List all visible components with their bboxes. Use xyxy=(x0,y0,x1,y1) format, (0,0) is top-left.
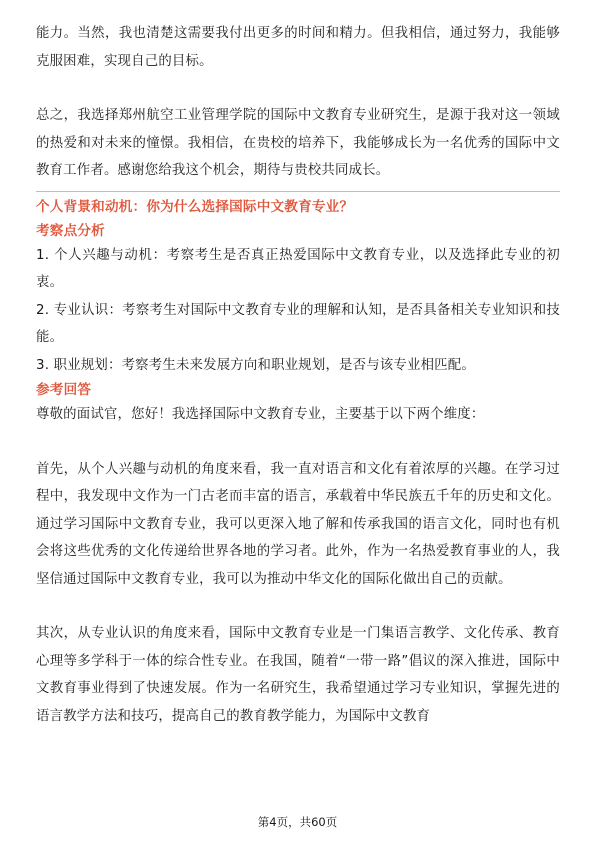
page-number: 第4页，共60页 xyxy=(257,815,338,829)
paragraph-gap xyxy=(36,75,560,102)
analysis-item: 2. 专业认识：考察考生对国际中文教育专业的理解和认知，是否具备相关专业知识和技能。 xyxy=(36,302,560,345)
analysis-item: 3. 职业规划：考察考生未来发展方向和职业规划，是否与该专业相匹配。 xyxy=(36,357,475,373)
paragraph-gap xyxy=(36,593,560,620)
answer-paragraph-3: 其次，从专业认识的角度来看，国际中文教育专业是一门集语言教学、文化传承、教育心理等多学科于一体的综合性专业。在我国，随着“一带一路”倡议的深入推进，国际中文教育事业得到了快速发展。作为一名研究生，我希望通过学习专业知识，掌握先进的语言教学方法和技巧，提高自己的教育教学能力，为国际中文教育 xyxy=(36,626,560,724)
answer-paragraph-1: 尊敬的面试官，您好！我选择国际中文教育专业，主要基于以下两个维度： xyxy=(36,407,485,422)
intro-paragraph-2: 总之，我选择郑州航空工业管理学院的国际中文教育专业研究生，是源于我对这一领域的热爱和对未来的憧憬。我相信，在贵校的培养下，我能够成长为一名优秀的国际中文教育工作者。感谢您给我这个机会，期待与贵校共同成长。 xyxy=(36,108,560,178)
intro-paragraph-1: 能力。当然，我也清楚这需要我付出更多的时间和精力。但我相信，通过努力，我能够克服困难，实现自己的目标。 xyxy=(36,26,560,69)
document-page xyxy=(36,20,560,730)
analysis-item: 1. 个人兴趣与动机：考察考生是否真正热爱国际中文教育专业，以及选择此专业的初衷。 xyxy=(36,247,560,290)
paragraph-gap xyxy=(36,429,560,456)
question-title: 个人背景和动机：你为什么选择国际中文教育专业？ xyxy=(36,198,354,215)
section-divider xyxy=(36,191,560,192)
answer-paragraph-2: 首先，从个人兴趣与动机的角度来看，我一直对语言和文化有着浓厚的兴趣。在学习过程中，我发现中文作为一门古老而丰富的语言，承载着中华民族五千年的历史和文化。通过学习国际中文教育专业，我可以更深入地了解和传承我国的语言文化，同时也有机会将这些优秀的文化传递给世界各地的学习者。此外，作为一名热爱教育事业的人，我坚信通过国际中文教育专业，我可以为推动中华文化的国际化做出自己的贡献。 xyxy=(36,461,560,587)
answer-heading: 参考回答 xyxy=(36,382,92,398)
analysis-heading: 考察点分析 xyxy=(36,222,105,239)
